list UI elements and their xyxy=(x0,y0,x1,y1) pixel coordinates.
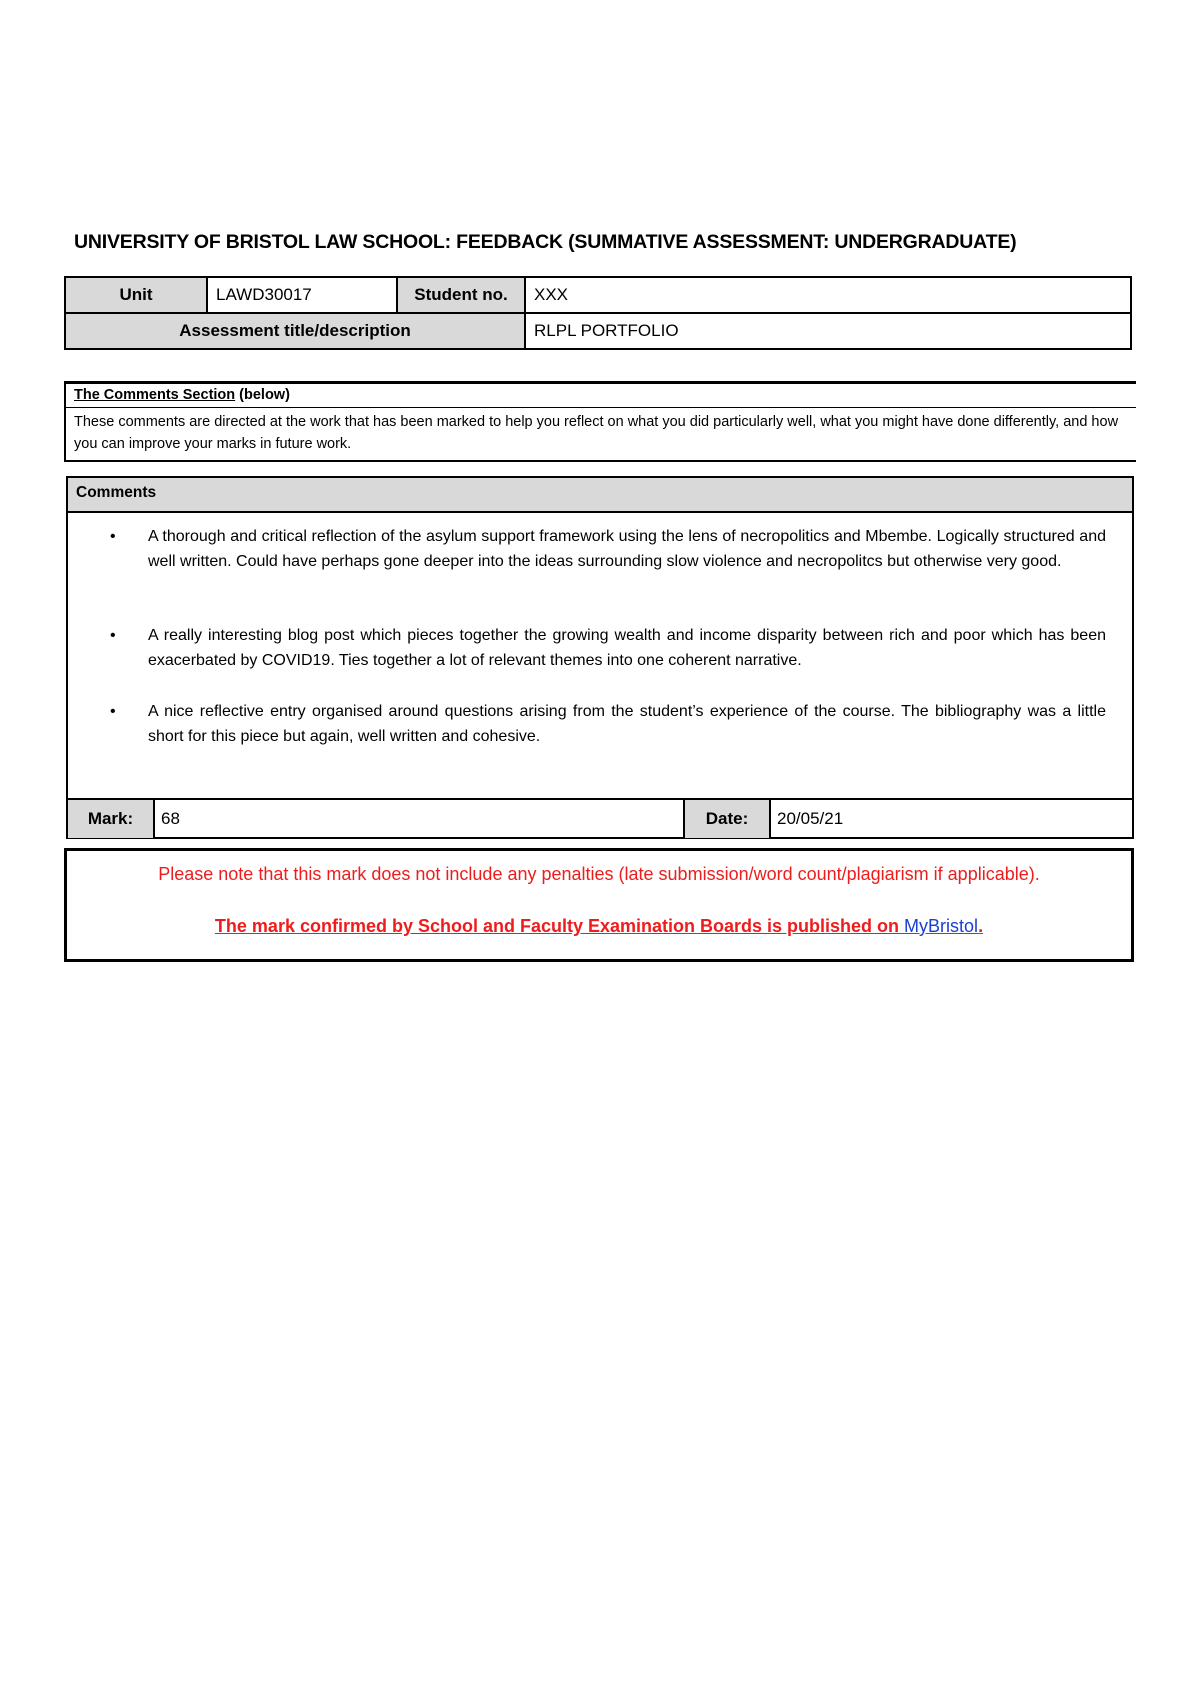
bullet-icon: • xyxy=(110,703,116,720)
comment-item-3 xyxy=(110,699,1106,749)
bullet-icon: • xyxy=(110,627,116,644)
mark-confirmation-prefix: The mark confirmed by School and Faculty Examination Boards is published on xyxy=(214,916,905,936)
student-number-value: XXX xyxy=(525,277,1131,313)
comments-section-heading xyxy=(66,384,1136,408)
mark-table xyxy=(68,798,1132,838)
unit-value: LAWD30017 xyxy=(207,277,397,313)
penalty-notice-text: Please note that this mark does not include any penalties (late submission/word count/plagiarism if applicable). xyxy=(158,864,1040,884)
comment-text-1: A thorough and critical reflection of the asylum support framework using the lens of necropolitics and Mbembe. Logically structured and well written. Could have perhaps gone deeper into the ideas surrounding slow violence and necropolitcs but otherwise very good. xyxy=(148,528,1106,570)
date-label: Date: xyxy=(684,799,770,838)
unit-label: Unit xyxy=(65,277,207,313)
penalty-notice xyxy=(64,848,1134,962)
assessment-title-label: Assessment title/description xyxy=(65,313,525,349)
mark-row xyxy=(68,799,1132,838)
mark-label: Mark: xyxy=(68,799,154,838)
mybristol-link[interactable]: MyBristol xyxy=(904,916,979,936)
comments-section-description: These comments are directed at the work that has been marked to help you reflect on what you did particularly well, what you might have done differently, and how you can improve your marks in future work. xyxy=(74,414,1119,452)
document-title: UNIVERSITY OF BRISTOL LAW SCHOOL: FEEDBACK (SUMMATIVE ASSESSMENT: UNDERGRADUATE) xyxy=(74,231,1017,253)
comment-item-1 xyxy=(110,524,1106,574)
comment-item-2 xyxy=(110,623,1106,673)
mark-confirmation-text xyxy=(67,916,1131,937)
assessment-row xyxy=(65,313,1131,349)
comment-text-2: A really interesting blog post which pieces together the growing wealth and income disparity between rich and poor which has been exacerbated by COVID19. Ties together a lot of relevant themes into one coherent narrative. xyxy=(148,627,1106,669)
mark-value: 68 xyxy=(154,799,684,838)
unit-row xyxy=(65,277,1131,313)
comments-section-intro xyxy=(64,381,1136,462)
comments-heading: Comments xyxy=(68,478,1132,513)
unit-info-table xyxy=(64,276,1132,350)
mark-confirmation-suffix: . xyxy=(978,916,984,936)
comments-section-heading-suffix: (below) xyxy=(235,387,290,403)
comment-text-3: A nice reflective entry organised around questions arising from the student’s experience of the course. The bibliography was a little short for this piece but again, well written and cohesive. xyxy=(148,703,1106,745)
student-number-label: Student no. xyxy=(397,277,525,313)
assessment-title-value: RLPL PORTFOLIO xyxy=(525,313,1131,349)
date-value: 20/05/21 xyxy=(770,799,1132,838)
comments-box xyxy=(66,476,1134,839)
bullet-icon: • xyxy=(110,528,116,545)
comments-section-heading-text: The Comments Section xyxy=(74,387,236,403)
